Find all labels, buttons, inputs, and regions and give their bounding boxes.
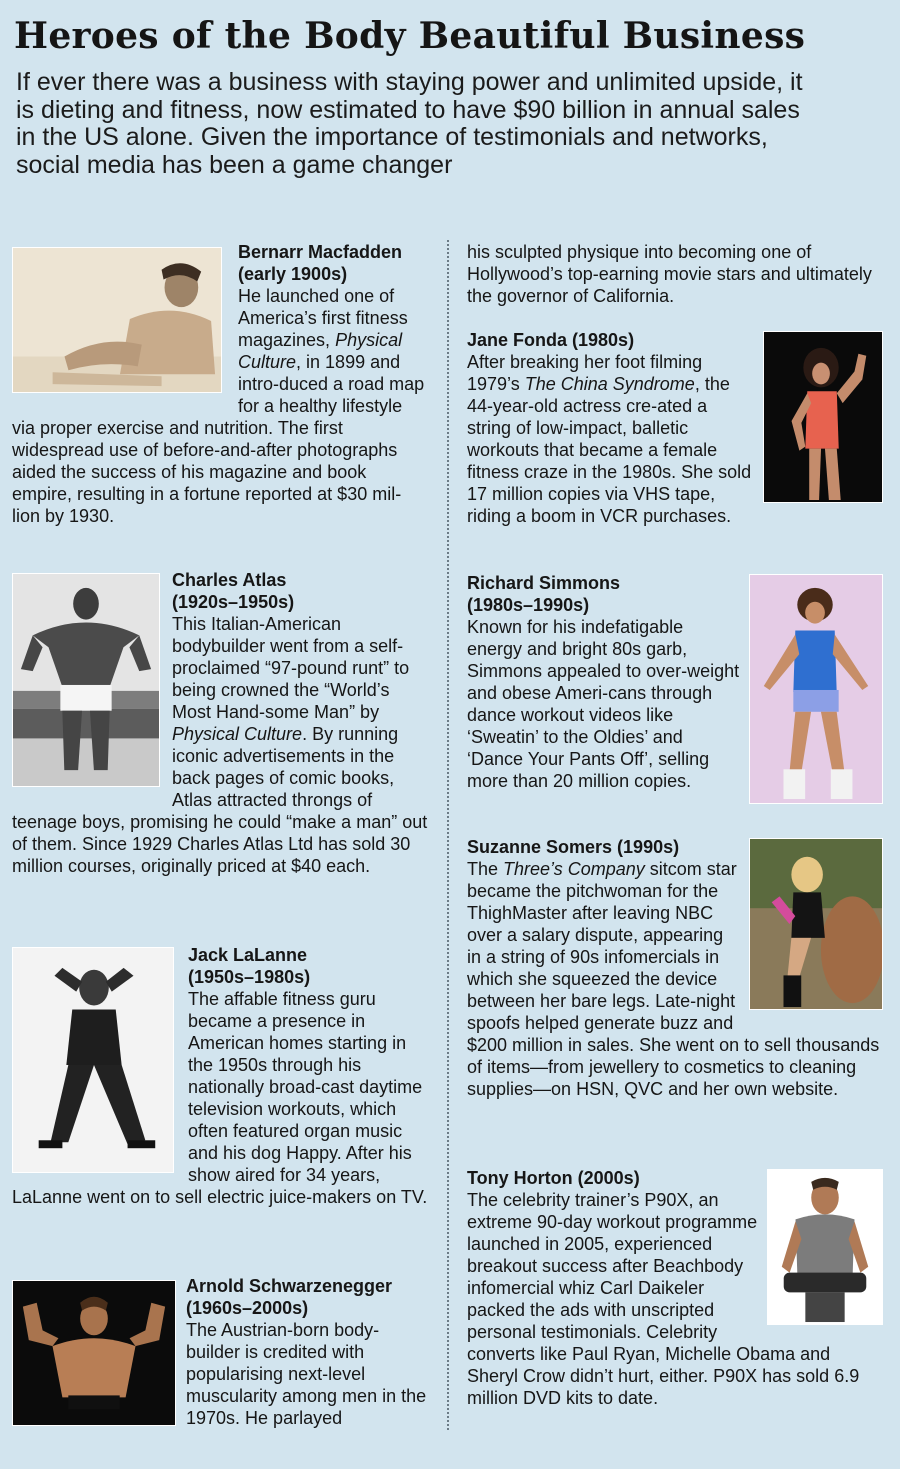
page-title: Heroes of the Body Beautiful Business xyxy=(14,15,806,57)
entry-name: Jack LaLanne xyxy=(188,945,308,965)
entry-text: The celebrity trainer’s P90X, an extreme 90-day workout programme launched in 2005, experienced breakout success after Beachbody infomercial whiz Carl Daikeler packed the ads with unscripted personal testimonials. Celebrity converts like Paul Ryan, Michelle Obama and Sheryl Crow didn’t hurt, either. P90X has sold 6.9 million DVD kits to date. xyxy=(467,1190,860,1408)
film-title: The China Syndrome xyxy=(524,374,695,394)
entry-text: his sculpted physique into becoming one of Hollywood’s top-earning movie stars and ultimately the governor of California. xyxy=(467,242,872,306)
entry-name: Suzanne Somers (1990s) xyxy=(467,837,680,857)
left-column xyxy=(12,241,428,1430)
intro-paragraph: If ever there was a business with staying power and unlimited upside, it is dieting and fitness, now estimated to have $90 billion in annual sales in the US alone. Given the importance of testimonials and networks, social media has been a game changer xyxy=(16,68,803,179)
entry-era: (1920s–1950s) xyxy=(172,592,295,612)
entry-macfadden xyxy=(12,241,428,569)
photo-arnold xyxy=(12,1280,176,1426)
entry-name: Arnold Schwarzenegger xyxy=(186,1276,393,1296)
entry-text: The Austrian-born body-builder is credited with popularising next-level muscularity among men in the 1970s. He parlayed xyxy=(186,1320,427,1428)
entry-name: Charles Atlas xyxy=(172,570,287,590)
photo-simmons xyxy=(749,574,883,804)
entry-text: , in 1899 and intro-duced a road map for a healthy lifestyle via proper exercise and nutrition. The first widespread use of before-and-after photographs aided the success of his magazine and book empire, resulting in a fortune reported at $30 mil-lion by 1930. xyxy=(12,352,425,526)
show-title: Three’s Company xyxy=(503,859,645,879)
column-divider xyxy=(447,240,449,1430)
entry-name: Bernarr Macfadden xyxy=(238,242,403,262)
photo-macfadden xyxy=(12,247,222,393)
right-column xyxy=(467,241,883,1409)
photo-horton xyxy=(767,1169,883,1325)
entry-atlas xyxy=(12,569,428,944)
entry-lalanne xyxy=(12,944,428,1275)
photo-somers xyxy=(749,838,883,1010)
entry-text: , the 44-year-old actress cre-ated a string of low-impact, balletic workouts that became a female fitness craze in the 1980s. She sold 17 million copies via VHS tape, riding a boom in VCR purchases. xyxy=(467,374,752,526)
entry-era: (early 1900s) xyxy=(238,264,348,284)
entry-arnold-continued xyxy=(467,241,883,329)
entry-text: This Italian-American bodybuilder went from a self-proclaimed “97-pound runt” to being crowned the “World’s Most Hand-some Man” by xyxy=(172,614,410,722)
entry-text: The affable fitness guru became a presence in American homes starting in the 1950s through his nationally broad-cast daytime television workouts, which often featured organ music and his dog Happy. After his show aired for 34 years, LaLanne went on to sell electric juice-makers on TV. xyxy=(12,989,428,1207)
entry-arnold xyxy=(12,1275,428,1430)
entry-simmons xyxy=(467,572,883,836)
entry-era: (1980s–1990s) xyxy=(467,595,590,615)
entry-horton xyxy=(467,1167,883,1409)
entry-fonda xyxy=(467,329,883,572)
magazine-title: Physical Culture xyxy=(172,724,303,744)
entry-era: (1960s–2000s) xyxy=(186,1298,309,1318)
entry-name: Richard Simmons xyxy=(467,573,621,593)
entry-text: . By running iconic advertisements in the back pages of comic books, Atlas attracted throngs of teenage boys, promising he could “make a man” out of them. Since 1929 Charles Atlas Ltd has sold 30 million courses, originally priced at $40 each. xyxy=(12,724,428,876)
photo-atlas xyxy=(12,573,160,787)
entry-text: The xyxy=(467,859,504,879)
entry-name: Jane Fonda (1980s) xyxy=(467,330,635,350)
entry-text: After breaking her foot filming 1979’s xyxy=(467,352,703,394)
photo-fonda xyxy=(763,331,883,503)
entry-name: Tony Horton (2000s) xyxy=(467,1168,640,1188)
entry-somers xyxy=(467,836,883,1167)
entry-text: He launched one of America’s first fitness magazines, xyxy=(238,286,408,350)
photo-lalanne xyxy=(12,947,174,1173)
entry-text: sitcom star became the pitchwoman for the ThighMaster after leaving NBC over a salary dispute, appearing in a string of 90s infomercials in which she squeezed the device between her bare legs. Late-night spoofs helped generate buzz and $200 million in sales. She went on to sell thousands of items—from jewellery to cosmetics to cleaning supplies—on HSN, QVC and her own website. xyxy=(467,859,880,1099)
entry-era: (1950s–1980s) xyxy=(188,967,311,987)
magazine-title: Physical Culture xyxy=(238,330,403,372)
entry-text: Known for his indefatigable energy and bright 80s garb, Simmons appealed to over-weight and obese Ameri-cans through dance workout videos like ‘Sweatin’ to the Oldies’ and ‘Dance Your Pants Off’, selling more than 20 million copies. xyxy=(467,617,740,791)
